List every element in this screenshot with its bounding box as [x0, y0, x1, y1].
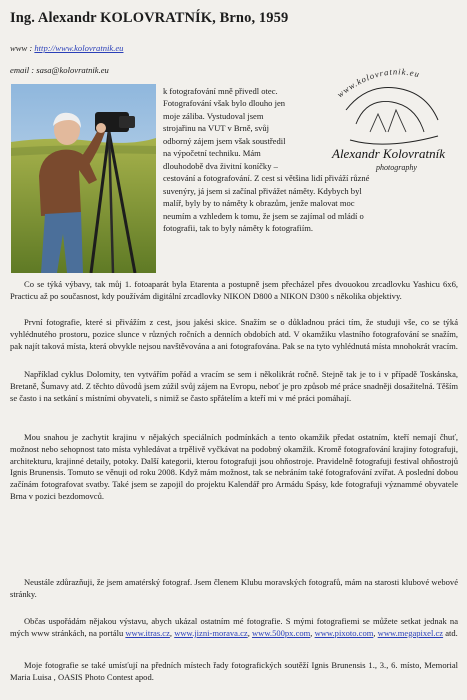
- link-jizni-morava[interactable]: www.jizni-morava.cz: [174, 627, 248, 638]
- intro-line: na výpočetní techniku. Mám: [163, 148, 261, 159]
- paragraph-amateur: Neustále zdůrazňuji, že jsem amatérský fotograf. Jsem členem Klubu moravských fotografů, mám na starosti klubové webové stránky.: [10, 577, 458, 599]
- paragraph-exhibitions: Občas uspořádám nějakou výstavu, abych ukázal ostatním mé fotografie. S mými fotografiemi se můžete setkat jednak na mých www stránkách, na portálu www.itras.cz, www.jizni-morava.cz, www.500px.com, www.pixoto.com, www.megapixel.cz atd.: [10, 616, 458, 638]
- link-megapixel[interactable]: www.megapixel.cz: [377, 627, 444, 638]
- intro-line: odborný zájem jsem však soustředil: [163, 135, 286, 146]
- intro-line: neumím a vzhledem k tomu, že jsem se zajímal od mládí o: [163, 210, 364, 221]
- paragraph-themes: Mou snahou je zachytit krajinu v nějakých speciálních podmínkách a tento okamžik předat ostatním, kteří nemají čhuť, možnost nebo sehopnost tato místa vyhledávat a trpělivě vyčkávat na podobný okamžik. Kromě fotografování krajiny fotografuji, architekturu, krajinné detaily, potoky. Další kategorii, kterou fotografuji jsou ohňostroje. Pravidelně fotografuji festival ohňostrojů Ignis Brunensis. Tomuto se věnuji od roku 2008. Když mám možnost, tak se nebráním také fotografování zvířat. A poslední dobou začínám fotografovat svatby. Také jsem se zapojil do projektu Kalendář pro Armádu Spásy, kde fotografuji význammé obyvatele Brna v pozici bezdomovců.: [10, 432, 458, 501]
- intro-line: dlouhodobě dva živitní koníčky –: [163, 160, 278, 171]
- intro-line: moje záliba. Vystudoval jsem: [163, 110, 264, 121]
- intro-line: cestování a fotografování. Z cest si většina lidí přiváží různé: [163, 173, 370, 184]
- photographer-photo: [11, 84, 156, 273]
- logo-arc-text: www.kolovratnik.eu: [335, 66, 422, 100]
- logo-name: Alexandr Kolovratník: [332, 146, 446, 161]
- link-pixoto[interactable]: www.pixoto.com: [314, 627, 374, 638]
- intro-line: fotografii, tak to byly náměty k fotografiím.: [163, 222, 314, 233]
- intro-line: suvenýry, já jsem si začínal přivážet náměty. Kdybych byl: [163, 185, 362, 196]
- website-label: www :: [10, 43, 33, 53]
- paragraph-method: První fotografie, které si přivážím z cest, jsou jakési skice. Snažím se o důkladnou práci tím, že studuji vše, co se týká vyhlédnutého prostoru, pozice slunce v různých ročních a denních obdobích atd. V okamžiku vlastního fotografování se snažím, pak najít taková místa, která obvykle nejsou navštěvována a ani fotografována. Pak se na tyto vyhlédnutá místa mnohokrát vracím.: [10, 317, 458, 351]
- intro-line: strojařinu na VUT v Brně, svůj: [163, 123, 270, 134]
- intro-line: Fotografování však bylo dlouho jen: [163, 98, 286, 109]
- logo-subtitle: photography: [376, 163, 417, 172]
- link-500px[interactable]: www.500px.com: [251, 627, 311, 638]
- email-address: sasa@kolovratnik.eu: [36, 65, 109, 75]
- page-title: Ing. Alexandr KOLOVRATNÍK, Brno, 1959: [10, 10, 289, 26]
- paragraph-competitions: Moje fotografie se také umísťují na předních místech řady fotografických soutěží Ignis Brunensis 1., 3., 6. místo, Memorial Maria Luisa , OASIS Photo Contest apod.: [10, 660, 458, 682]
- email-line: [10, 65, 109, 75]
- paragraph-equipment: Co se týká výbavy, tak můj 1. fotoaparát byla Etarenta a postupně jsem přecházel přes dvouokou zrcadlovku Yashicu 6x6, Practicu až po současnost, kdy používám digitální zrcadlovky NIKON D800 a NIKON D300 s několika objektivy.: [10, 279, 458, 301]
- website-line: [10, 43, 123, 53]
- paragraph-dolomites: Například cyklus Dolomity, ten vytvářím pořád a vracím se sem i několikrát ročně. Stejně tak je to i v případě Toskánska, Bretaně, Šumavy atd. Z těchto důvodů jsem zúžil svůj zájem na Evropu, neboť je pro způsob mé práce snadněji dosažitelná. Těším se často i na setkání s místními obyvateli, s nimiž se často spřátelím a kteří mi v mé práci pomáhají.: [10, 369, 458, 403]
- link-itras[interactable]: www.itras.cz: [125, 627, 170, 638]
- intro-text: [163, 85, 369, 234]
- intro-line: malíř, byly by to náměty k obrazům, jenže malovat moc: [163, 198, 355, 209]
- email-label: email :: [10, 65, 35, 75]
- intro-line: k fotografování mně přivedl otec.: [163, 86, 278, 96]
- website-link[interactable]: http://www.kolovratnik.eu: [34, 43, 124, 53]
